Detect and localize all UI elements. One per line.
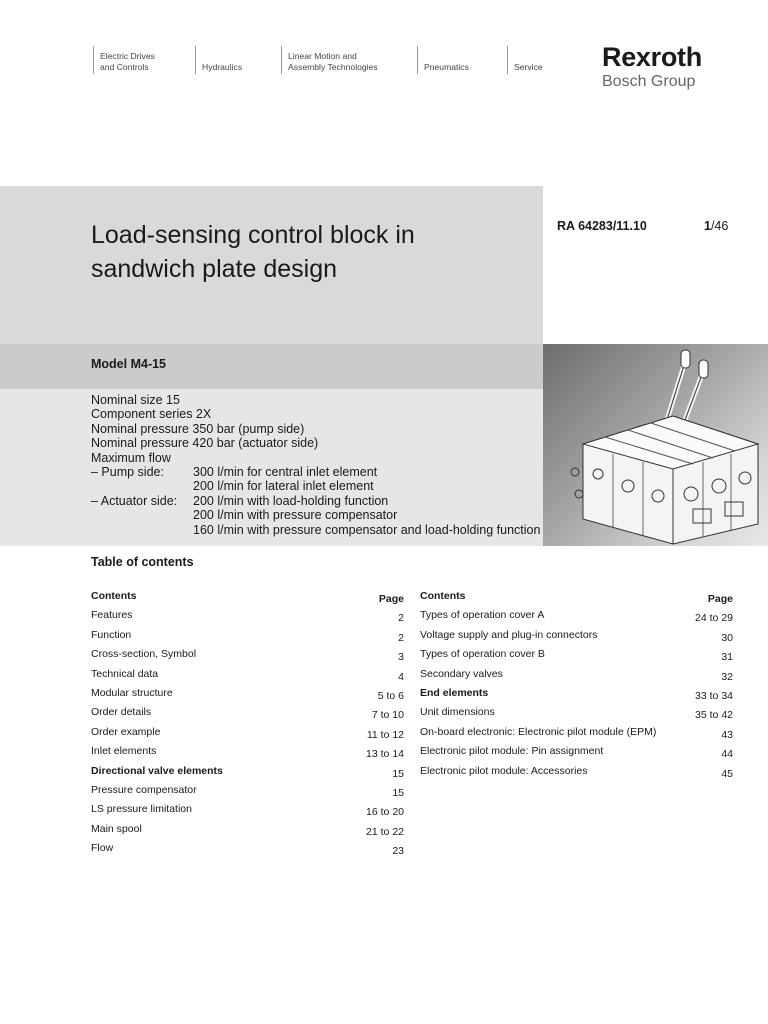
toc-entry[interactable] (91, 822, 404, 841)
toc-entry[interactable] (420, 725, 733, 744)
page-current: 1 (704, 219, 711, 233)
toc-entry-page: 16 to 20 (366, 806, 404, 819)
toc-entry[interactable] (420, 764, 733, 783)
document-number: RA 64283/11.10 (557, 219, 647, 233)
toc-entry-page: 3 (398, 651, 404, 664)
spec-line: Nominal pressure 350 bar (pump side) (91, 421, 305, 436)
toc-entry[interactable] (91, 667, 404, 686)
toc-entry-label: Electronic pilot module: Accessories (420, 764, 588, 777)
toc-entry-label: LS pressure limitation (91, 803, 192, 816)
toc-entry-page: 7 to 10 (371, 709, 404, 722)
toc-entry-page: 21 to 22 (366, 825, 404, 838)
flow-label: – Actuator side: (91, 493, 178, 508)
nav-item-service[interactable]: Service (507, 46, 543, 74)
flow-label (91, 523, 193, 537)
flow-value: 300 l/min for central inlet element (193, 465, 378, 480)
toc-entry-label: Modular structure (91, 686, 173, 699)
toc-entry[interactable] (420, 744, 733, 763)
toc-entry-page: 2 (398, 612, 404, 625)
brand-logo (602, 42, 702, 91)
flow-row (91, 508, 540, 522)
toc-entry[interactable] (420, 667, 733, 686)
toc-title: Table of contents (91, 555, 194, 569)
toc-entry-page: 32 (721, 670, 733, 683)
toc-entry[interactable] (420, 628, 733, 647)
toc-entry-label: Features (91, 609, 133, 622)
flow-row (91, 494, 540, 508)
spec-line: Nominal pressure 420 bar (actuator side) (91, 436, 319, 451)
toc-entry[interactable] (420, 686, 733, 705)
toc-entry-label: Order details (91, 706, 152, 719)
model-band (0, 344, 543, 389)
toc-entry-page: 30 (721, 631, 733, 644)
brand-subtitle: Bosch Group (602, 73, 696, 90)
toc-column-left (91, 589, 404, 860)
toc-entry[interactable] (91, 725, 404, 744)
toc-entry-page: 35 to 42 (695, 709, 733, 722)
toc-header (420, 589, 733, 608)
flow-value: 160 l/min with pressure compensator and load-holding function (193, 522, 541, 537)
toc-header (91, 589, 404, 608)
toc-entry-label: Cross-section, Symbol (91, 648, 197, 661)
toc-header-page: Page (378, 593, 404, 605)
document-title: Load-sensing control block in sandwich plate design (91, 221, 415, 283)
toc-entry-label: On-board electronic: Electronic pilot module (EPM) (420, 725, 657, 738)
toc-entry-page: 24 to 29 (695, 612, 733, 625)
toc-entry-page: 43 (721, 728, 733, 741)
toc-entry[interactable] (91, 628, 404, 647)
toc-entry[interactable] (91, 783, 404, 802)
page-total: /46 (710, 219, 729, 233)
nav-item-electric-drives[interactable]: Electric Drives and Controls (93, 46, 155, 74)
toc-entry-label: Function (91, 628, 132, 641)
toc-entry-page: 31 (721, 651, 733, 664)
toc-entry[interactable] (420, 705, 733, 724)
flow-value: 200 l/min for lateral inlet element (193, 479, 374, 494)
model-label: Model M4-15 (91, 357, 167, 371)
spec-list (91, 393, 540, 537)
toc-entry-label: Main spool (91, 822, 142, 835)
toc-entry-label: Secondary valves (420, 667, 503, 680)
flow-row (91, 479, 540, 493)
flow-row (91, 465, 540, 479)
toc-entry-page: 15 (392, 767, 404, 780)
toc-entry[interactable] (91, 764, 404, 783)
toc-header-contents: Contents (91, 590, 137, 602)
toc-entry-page: 5 to 6 (377, 689, 404, 702)
toc-entry-page: 13 to 14 (366, 748, 404, 761)
toc-entry[interactable] (91, 686, 404, 705)
flow-value: 200 l/min with pressure compensator (193, 508, 398, 523)
flow-label (91, 479, 193, 493)
spec-line: Nominal size 15 (91, 393, 180, 407)
top-navigation (0, 46, 560, 76)
nav-item-pneumatics[interactable]: Pneumatics (417, 46, 469, 74)
toc-entry-label: Flow (91, 842, 114, 855)
toc-entry-label: End elements (420, 686, 489, 699)
spec-line: Maximum flow (91, 450, 171, 465)
toc-entry-label: Inlet elements (91, 745, 157, 758)
toc-entry-page: 15 (392, 786, 404, 799)
toc-entry-label: Technical data (91, 667, 159, 680)
toc-entry-label: Voltage supply and plug-in connectors (420, 628, 598, 641)
toc-entry-label: Order example (91, 725, 161, 738)
flow-label: – Pump side: (91, 465, 164, 480)
toc-entry-page: 11 to 12 (366, 728, 404, 741)
toc-entry-page: 33 to 34 (695, 689, 733, 702)
toc-entry-page: 2 (398, 631, 404, 644)
toc-entry-page: 4 (398, 670, 404, 683)
toc-entry[interactable] (91, 647, 404, 666)
product-image (543, 344, 768, 546)
toc-entry-page: 44 (721, 748, 733, 761)
toc-entry-label: Electronic pilot module: Pin assignment (420, 745, 604, 758)
toc-entry[interactable] (420, 608, 733, 627)
toc-entry-page: 45 (721, 767, 733, 780)
flow-label (91, 508, 193, 522)
toc-entry[interactable] (420, 647, 733, 666)
toc-header-page: Page (707, 593, 733, 605)
toc-entry[interactable] (91, 802, 404, 821)
toc-header-contents: Contents (420, 590, 466, 602)
toc-entry-label: Unit dimensions (420, 706, 495, 719)
toc-entry-label: Pressure compensator (91, 783, 197, 796)
toc-entry-label: Types of operation cover A (420, 609, 545, 622)
control-block-illustration (543, 344, 768, 546)
toc-entry-label: Types of operation cover B (420, 648, 545, 661)
toc-entry[interactable] (91, 608, 404, 627)
spec-line: Component series 2X (91, 407, 212, 422)
nav-item-linear-motion[interactable]: Linear Motion and Assembly Technologies (281, 46, 378, 74)
toc-entry-label: Directional valve elements (91, 764, 223, 777)
brand-name: Rexroth (602, 42, 702, 72)
nav-item-hydraulics[interactable]: Hydraulics (195, 46, 242, 74)
toc-column-right (420, 589, 733, 783)
toc-entry[interactable] (91, 705, 404, 724)
toc-entry[interactable] (91, 744, 404, 763)
page-indicator (704, 219, 728, 233)
flow-value: 200 l/min with load-holding function (193, 493, 389, 508)
toc-entry-page: 23 (392, 845, 404, 858)
toc-entry[interactable] (91, 841, 404, 860)
flow-row (91, 523, 540, 537)
